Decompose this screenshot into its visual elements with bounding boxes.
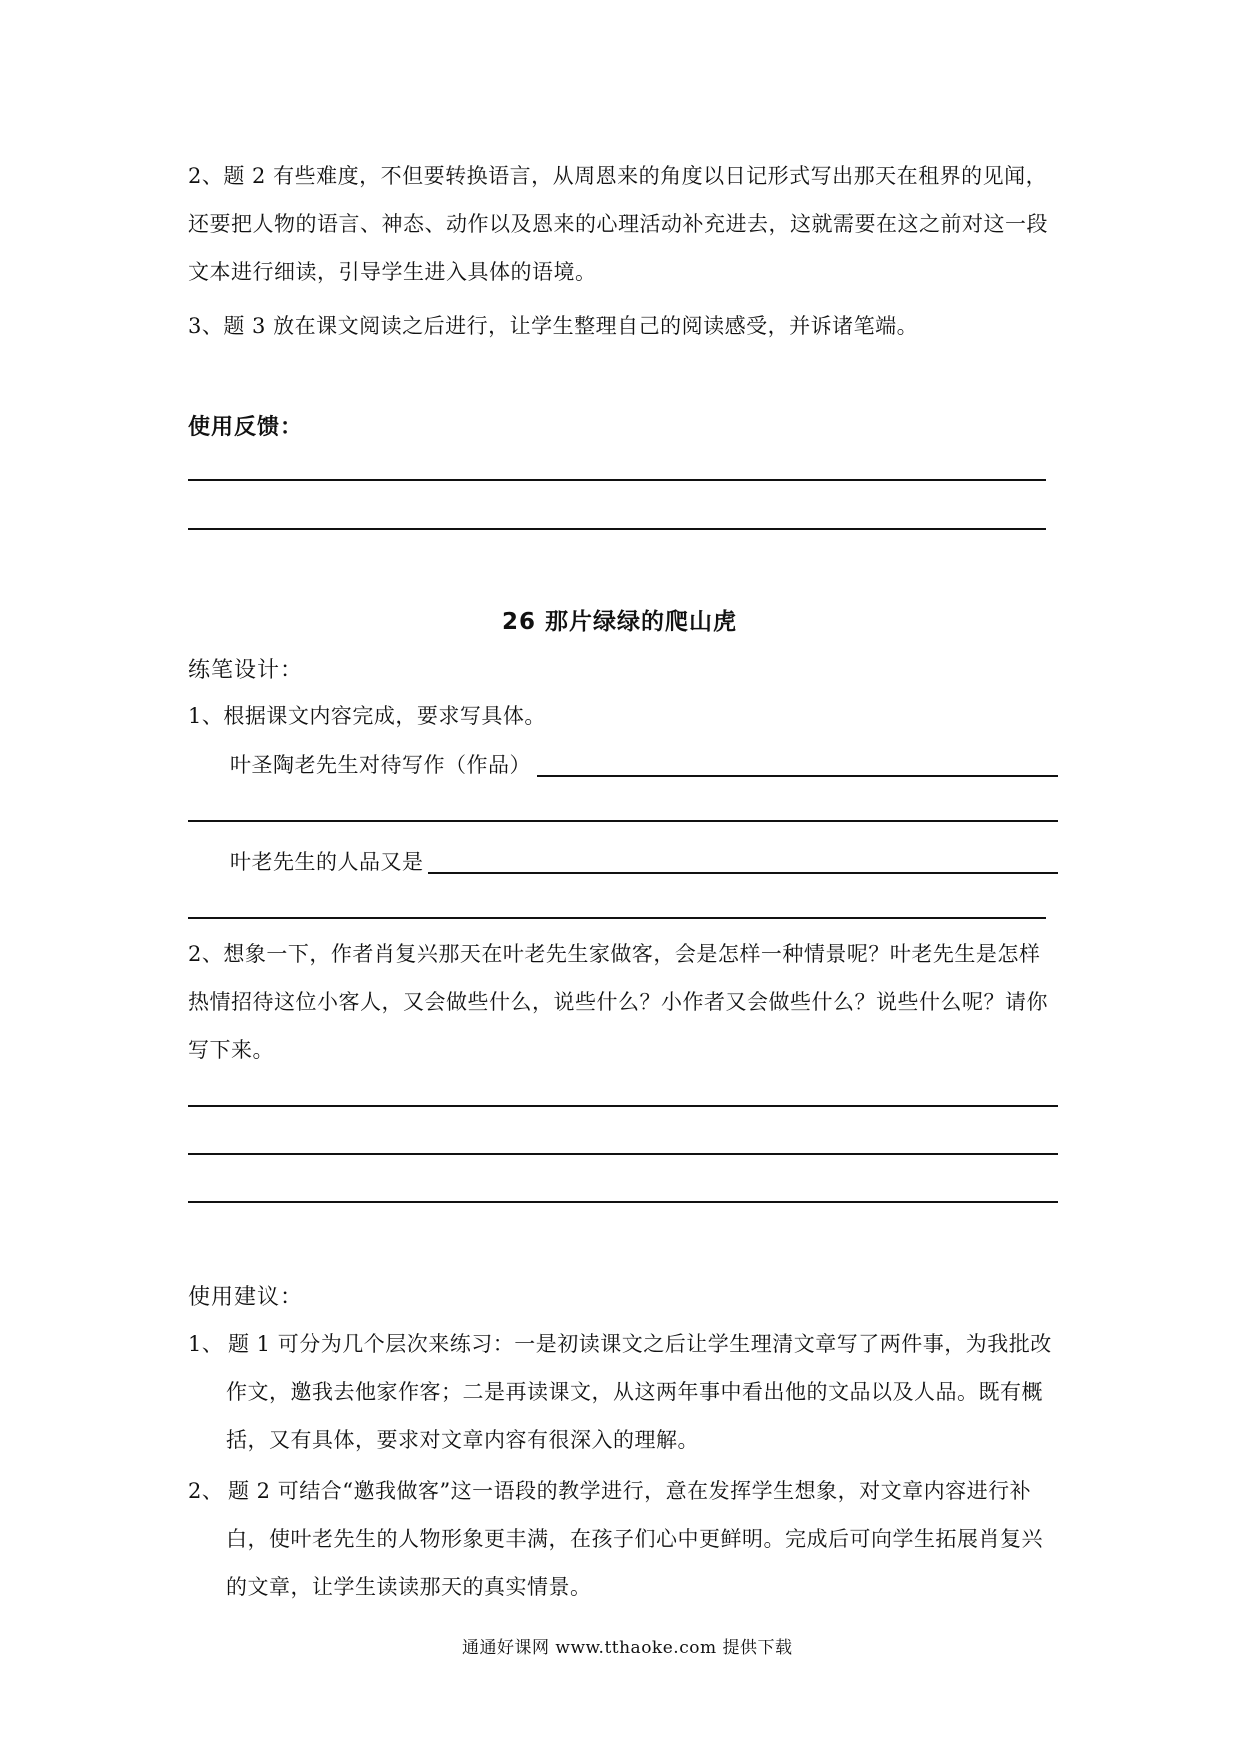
fill-in-blank-continuation[interactable]	[188, 917, 1046, 919]
feedback-heading: 使用反馈：	[188, 415, 304, 440]
paragraph-line: 文本进行细读，引导学生进入具体的语境。	[188, 260, 597, 284]
paragraph-line: 还要把人物的语言、神态、动作以及恩来的心理活动补充进去，这就需要在这之前对这一段	[188, 212, 1048, 236]
lesson-title: 26 那片绿绿的爬山虎	[502, 609, 738, 635]
footer-download-note: 通通好课网 www.tthaoke.com 提供下载	[462, 1638, 793, 1658]
answer-writing-line[interactable]	[188, 1201, 1058, 1203]
question-line: 2、想象一下，作者肖复兴那天在叶老先生家做客，会是怎样一种情景呢？叶老先生是怎样	[188, 942, 1041, 966]
advice-number: 1、	[188, 1332, 224, 1356]
fill-in-blank-continuation[interactable]	[188, 820, 1058, 822]
answer-writing-line[interactable]	[188, 1153, 1058, 1155]
fill-in-prompt: 叶圣陶老先生对待写作（作品）	[230, 753, 531, 777]
advice-line: 作文，邀我去他家作客；二是再读课文，从这两年事中看出他的文品以及人品。既有概	[226, 1380, 1043, 1404]
question-2	[188, 930, 1048, 1074]
advice-heading: 使用建议：	[188, 1285, 304, 1310]
answer-writing-line[interactable]	[188, 1105, 1058, 1107]
advice-line: 白，使叶老先生的人物形象更丰满，在孩子们心中更鲜明。完成后可向学生拓展肖复兴	[226, 1527, 1043, 1551]
advice-number: 2、	[188, 1479, 224, 1503]
paragraph-item-2	[188, 152, 1048, 296]
fill-in-prompt: 叶老先生的人品又是	[230, 850, 424, 874]
question-1: 1、根据课文内容完成，要求写具体。	[188, 704, 546, 728]
feedback-writing-line	[188, 479, 1046, 481]
advice-text: 题 2 可结合“邀我做客”这一语段的教学进行，意在发挥学生想象，对文章内容进行补	[228, 1479, 1032, 1503]
question-line: 写下来。	[188, 1038, 274, 1062]
paragraph-item-3	[188, 302, 918, 350]
design-heading: 练笔设计：	[188, 658, 304, 683]
advice-line	[188, 1320, 1052, 1368]
paragraph-line: 3、题 3 放在课文阅读之后进行，让学生整理自己的阅读感受，并诉诸笔端。	[188, 314, 919, 338]
advice-item-1	[188, 1320, 1052, 1464]
fill-in-row-character	[230, 838, 1058, 886]
question-line: 热情招待这位小客人，又会做些什么，说些什么？小作者又会做些什么？说些什么呢？请你	[188, 990, 1048, 1014]
fill-in-blank[interactable]	[428, 850, 1059, 874]
fill-in-row-writing	[230, 741, 1058, 789]
advice-item-2	[188, 1467, 1043, 1611]
feedback-writing-line	[188, 528, 1046, 530]
advice-text: 题 1 可分为几个层次来练习：一是初读课文之后让学生理清文章写了两件事，为我批改	[228, 1332, 1052, 1356]
paragraph-line: 2、题 2 有些难度，不但要转换语言，从周恩来的角度以日记形式写出那天在租界的见闻，	[188, 164, 1048, 188]
advice-line: 括，又有具体，要求对文章内容有很深入的理解。	[226, 1428, 699, 1452]
fill-in-blank[interactable]	[537, 753, 1058, 777]
advice-line: 的文章，让学生读读那天的真实情景。	[226, 1575, 592, 1599]
advice-line	[188, 1467, 1043, 1515]
